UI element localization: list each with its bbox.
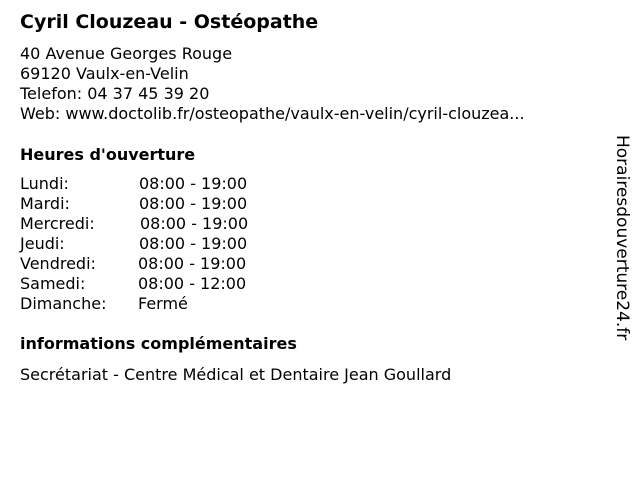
address-line-street: 40 Avenue Georges Rouge bbox=[20, 44, 233, 63]
hours-day: Samedi: bbox=[20, 274, 86, 293]
phone-line: Telefon: 04 37 45 39 20 bbox=[20, 84, 210, 103]
hours-time: 08:00 - 19:00 bbox=[139, 194, 248, 213]
website-line: Web: www.doctolib.fr/osteopathe/vaulx-en-velin/cyril-clouzea... bbox=[20, 104, 525, 123]
hours-day: Mardi: bbox=[20, 194, 70, 213]
additional-info-heading: informations complémentaires bbox=[20, 334, 297, 353]
address-line-city: 69120 Vaulx-en-Velin bbox=[20, 64, 189, 83]
hours-day: Vendredi: bbox=[20, 254, 96, 273]
additional-info-text: Secrétariat - Centre Médical et Dentaire Jean Goullard bbox=[20, 365, 452, 384]
hours-time: 08:00 - 19:00 bbox=[140, 214, 249, 233]
hours-time: 08:00 - 19:00 bbox=[139, 174, 248, 193]
hours-time: 08:00 - 12:00 bbox=[138, 274, 247, 293]
hours-time: 08:00 - 19:00 bbox=[138, 254, 247, 273]
hours-time: 08:00 - 19:00 bbox=[139, 234, 248, 253]
business-title: Cyril Clouzeau - Ostéopathe bbox=[20, 11, 319, 33]
hours-day: Dimanche: bbox=[20, 294, 107, 313]
hours-day: Lundi: bbox=[20, 174, 69, 193]
opening-hours-heading: Heures d'ouverture bbox=[20, 145, 196, 164]
hours-day: Mercredi: bbox=[20, 214, 95, 233]
hours-day: Jeudi: bbox=[20, 234, 65, 253]
hours-time: Fermé bbox=[138, 294, 188, 313]
contact-block bbox=[20, 44, 525, 124]
site-watermark: Horairesdouverture24.fr bbox=[612, 135, 632, 341]
